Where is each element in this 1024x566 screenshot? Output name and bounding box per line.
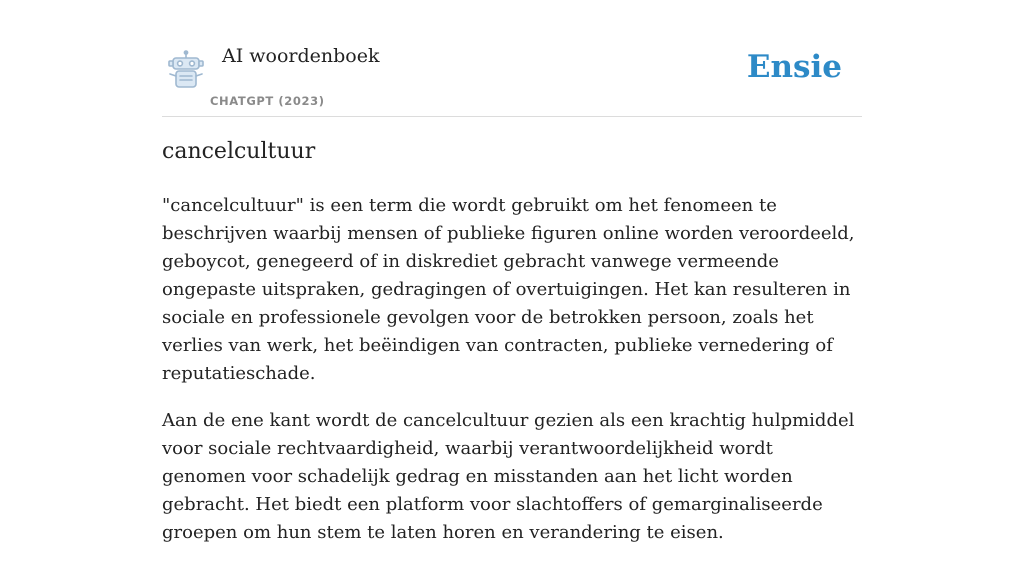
source-title[interactable]: AI woordenboek [222,45,380,67]
source-header [162,40,862,117]
definition-paragraph: "cancelcultuur" is een term die wordt gebruikt om het fenomeen te beschrijven waarbij mensen of publieke figuren online worden veroordeeld, geboycot, genegeerd of in diskrediet gebracht vanwege vermeende ongepaste uitspraken, gedragingen of overtuigingen. Het kan resulteren in sociale en professionele gevolgen voor de betrokken persoon, zoals het verlies van werk, het beëindigen van contracten, publieke vernedering of reputatieschade. [162,195,855,384]
robot-icon [164,50,208,90]
entry-term: cancelcultuur [162,139,316,164]
definition-paragraph: Aan de ene kant wordt de cancelcultuur gezien als een krachtig hulpmiddel voor sociale rechtvaardigheid, waarbij verantwoordelijkheid wordt genomen voor schadelijk gedrag en misstanden aan het licht worden gebracht. Het biedt een platform voor slachtoffers of gemarginaliseerde groepen om hun stem te laten horen en verandering te eisen. [162,410,855,543]
brand-logo[interactable]: Ensie [746,49,842,85]
entry-definition [162,192,862,566]
source-meta: CHATGPT (2023) [210,94,325,108]
